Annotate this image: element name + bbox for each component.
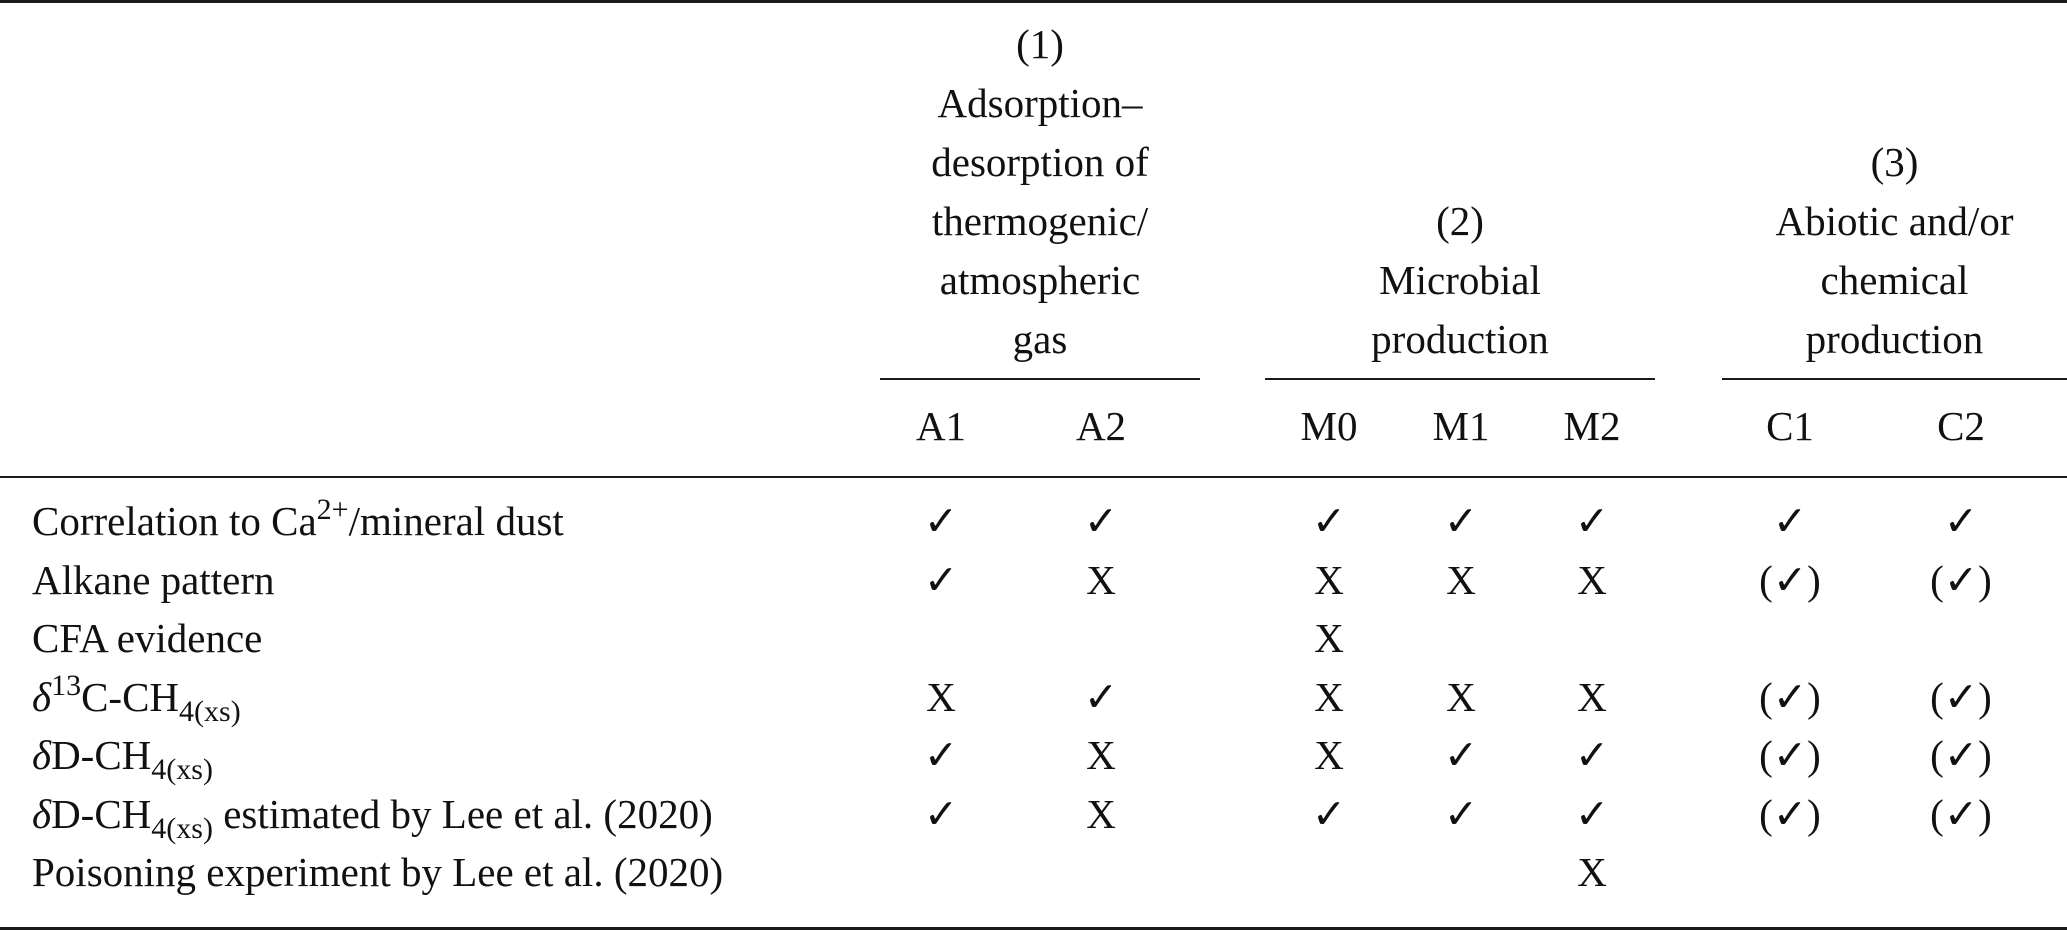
group-header-2 [1265,192,1655,369]
column-header-m0: M0 [1300,403,1358,449]
label-subscript: 4(xs) [151,811,213,845]
table-cell-m2: X [1577,849,1607,895]
table-cell-a1: X [926,673,956,720]
group-1-line: Adsorption– [937,80,1143,126]
table-cell-c1: (✓) [1759,790,1821,837]
table-cell-a2: ✓ [1083,673,1119,720]
row-label [32,556,274,604]
table-cell-a2: X [1086,790,1116,837]
group-1-underline [880,378,1200,380]
group-1-line: thermogenic/ [931,198,1149,244]
label-text: estimated by Lee et al. (2020) [212,790,713,837]
group-3-number: (3) [1870,139,1919,185]
row-label [32,493,564,545]
table-cell-c1: ✓ [1772,498,1808,544]
table-cell-m0: X [1314,615,1344,661]
group-3-line: chemical [1820,257,1969,303]
table-cell-m0: X [1314,732,1344,778]
table-cell-c2: (✓) [1930,732,1992,778]
column-header-a1: A1 [915,403,967,449]
table-bottom-rule [0,927,2067,930]
group-header-1 [880,15,1200,369]
column-header-m1: M1 [1432,403,1490,449]
group-3-line: Abiotic and/or [1775,198,2014,244]
label-subscript: 4(xs) [151,753,213,786]
group-3-underline [1722,378,2067,380]
row-label [32,790,713,845]
header-rule [0,476,2067,478]
label-superscript: 2+ [316,493,349,526]
delta-symbol: δ [32,673,52,720]
column-header-c2: C2 [1937,403,1985,449]
label-text: /mineral dust [348,498,564,544]
label-text: D-CH [51,790,152,837]
label-text: Correlation to Ca [32,498,317,544]
table-cell-c2: ✓ [1943,498,1979,544]
table-cell-a1: ✓ [923,790,959,837]
table-cell-m1: X [1446,556,1476,603]
table-cell-a2: ✓ [1083,498,1119,544]
label-text: Poisoning experiment by Lee et al. (2020) [32,849,724,895]
row-label [32,731,213,786]
group-2-line: production [1371,316,1549,362]
group-2-underline [1265,378,1655,380]
table-cell-m0: X [1314,673,1344,720]
table-cell-c2: (✓) [1930,790,1992,837]
table-cell-m2: X [1577,556,1607,603]
group-1-line: gas [1012,316,1068,362]
table-cell-m2: ✓ [1574,732,1610,778]
table-cell-a1: ✓ [923,556,959,603]
table-cell-c2: (✓) [1930,556,1992,603]
group-1-line: atmospheric [939,257,1141,303]
table-cell-m2: ✓ [1574,498,1610,544]
label-superscript: 13 [51,668,82,702]
label-text: CFA evidence [32,615,263,661]
label-text: C-CH [81,673,180,720]
delta-symbol: δ [32,732,52,778]
group-2-number: (2) [1436,198,1484,244]
table-cell-m1: ✓ [1443,498,1479,544]
group-1-line: desorption of [931,139,1149,185]
table-cell-m0: X [1314,556,1344,603]
table-cell-m2: ✓ [1574,790,1610,837]
delta-symbol: δ [32,790,52,837]
group-1-number: (1) [1016,21,1064,67]
table-top-rule [0,0,2067,3]
table-cell-c1: (✓) [1759,732,1821,778]
label-text: Alkane pattern [32,556,275,603]
column-header-m2: M2 [1563,403,1621,449]
group-3-line: production [1805,316,1984,362]
table-cell-a1: ✓ [923,732,959,778]
table-cell-c1: (✓) [1759,556,1821,603]
table-cell-m1: ✓ [1443,732,1479,778]
table-cell-m1: ✓ [1443,790,1479,837]
table-cell-m0: ✓ [1311,498,1347,544]
table-cell-m0: ✓ [1311,790,1347,837]
group-2-line: Microbial [1379,257,1541,303]
table-cell-a2: X [1086,556,1116,603]
row-label [32,848,723,896]
table-cell-m2: X [1577,673,1607,720]
row-label [32,668,241,728]
column-header-c1: C1 [1766,403,1814,449]
label-text: D-CH [51,732,152,778]
label-subscript: 4(xs) [179,694,241,728]
group-header-3 [1722,133,2067,369]
table-cell-c2: (✓) [1930,673,1992,720]
column-header-a2: A2 [1075,403,1127,449]
table-cell-m1: X [1446,673,1476,720]
table-cell-a2: X [1086,732,1116,778]
table-cell-a1: ✓ [923,498,959,544]
row-label [32,614,262,662]
table-cell-c1: (✓) [1759,673,1821,720]
